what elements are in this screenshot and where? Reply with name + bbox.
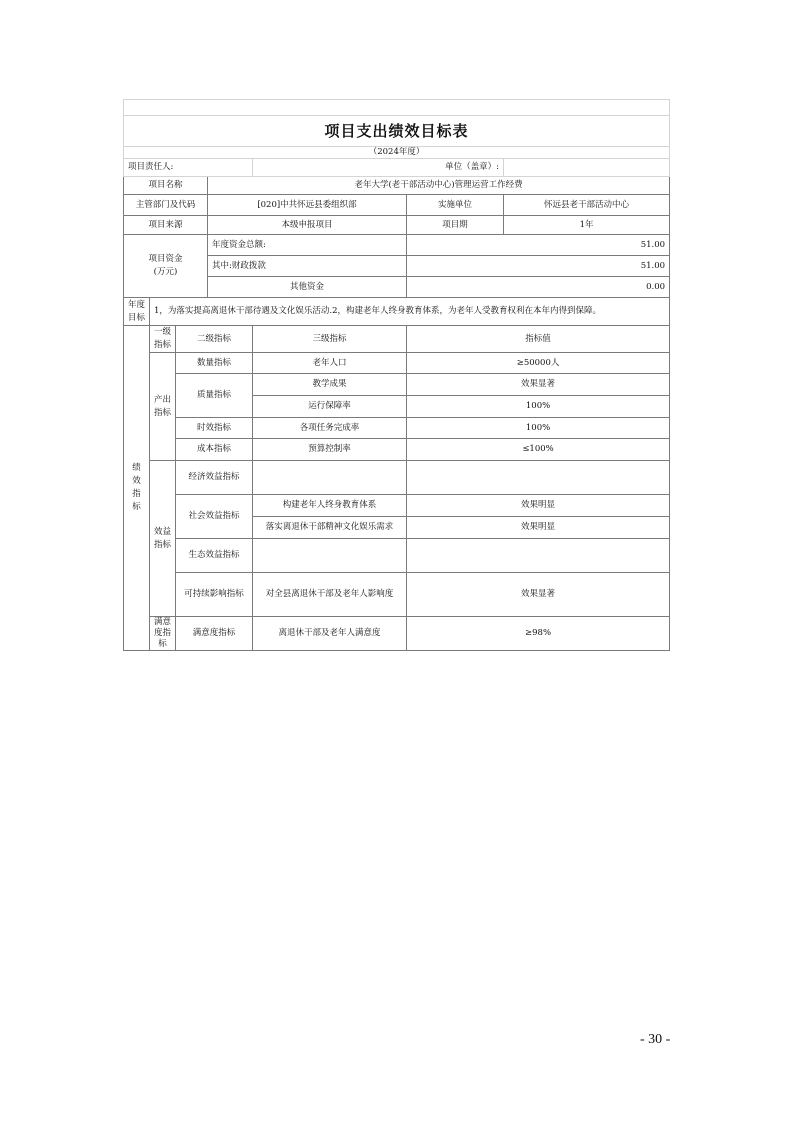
l3-ecological-benefit bbox=[253, 539, 407, 573]
performance-goal-table bbox=[123, 99, 670, 651]
project-name-value: 老年大学(老干部活动中心)管理运营工作经费 bbox=[208, 177, 670, 195]
value-teaching-results: 效果显著 bbox=[407, 374, 670, 396]
dept-value: [020]中共怀远县委组织部 bbox=[208, 195, 407, 216]
table-title: 项目支出绩效目标表 bbox=[124, 116, 670, 147]
funds-label: 项目资金 (万元) bbox=[124, 235, 208, 298]
impl-label: 实施单位 bbox=[407, 195, 504, 216]
l2-sustainable-impact: 可持续影响指标 bbox=[176, 573, 253, 617]
value-operation-guarantee: 100% bbox=[407, 396, 670, 418]
impl-value: 怀远县老干部活动中心 bbox=[504, 195, 670, 216]
value-header: 指标值 bbox=[407, 326, 670, 353]
level1-header: 一级 指标 bbox=[150, 326, 176, 353]
output-indicator-label: 产出 指标 bbox=[150, 353, 176, 461]
value-ecological-benefit bbox=[407, 539, 670, 573]
funds-other-label: 其他资金 bbox=[208, 277, 407, 298]
satisfaction-indicator-label: 满意 度指 标 bbox=[150, 617, 176, 651]
value-task-completion: 100% bbox=[407, 418, 670, 439]
performance-table-sheet bbox=[123, 99, 669, 651]
value-budget-control: ≤100% bbox=[407, 439, 670, 461]
value-cultural-needs: 效果明显 bbox=[407, 517, 670, 539]
value-county-impact: 效果显著 bbox=[407, 573, 670, 617]
funds-fiscal-label: 其中:财政拨款 bbox=[208, 256, 407, 277]
l3-county-impact: 对全县离退休干部及老年人影响度 bbox=[253, 573, 407, 617]
funds-total-value: 51.00 bbox=[407, 235, 670, 256]
l3-budget-control: 预算控制率 bbox=[253, 439, 407, 461]
l3-lifelong-education: 构建老年人终身教育体系 bbox=[253, 495, 407, 517]
level2-header: 二级指标 bbox=[176, 326, 253, 353]
annual-goal-text: 1，为落实提高离退休干部待遇及文化娱乐活动.2，构建老年人终身教育体系，为老年人受教育权利在本年内得到保障。 bbox=[150, 298, 670, 326]
source-label: 项目来源 bbox=[124, 216, 208, 235]
l3-teaching-results: 教学成果 bbox=[253, 374, 407, 396]
dept-label: 主管部门及代码 bbox=[124, 195, 208, 216]
l3-elderly-population: 老年人口 bbox=[253, 353, 407, 374]
benefit-indicator-label: 效益 指标 bbox=[150, 461, 176, 617]
l3-task-completion: 各项任务完成率 bbox=[253, 418, 407, 439]
l2-satisfaction: 满意度指标 bbox=[176, 617, 253, 651]
value-economic-benefit bbox=[407, 461, 670, 495]
period-value: 1年 bbox=[504, 216, 670, 235]
value-satisfaction: ≥98% bbox=[407, 617, 670, 651]
l2-quality: 质量指标 bbox=[176, 374, 253, 418]
l2-cost: 成本指标 bbox=[176, 439, 253, 461]
source-value: 本级申报项目 bbox=[208, 216, 407, 235]
funds-fiscal-value: 51.00 bbox=[407, 256, 670, 277]
annual-goal-label: 年度 目标 bbox=[124, 298, 150, 326]
unit-value bbox=[504, 159, 670, 177]
l3-operation-guarantee: 运行保障率 bbox=[253, 396, 407, 418]
l2-quantity: 数量指标 bbox=[176, 353, 253, 374]
l3-satisfaction: 离退休干部及老年人满意度 bbox=[253, 617, 407, 651]
l2-timeliness: 时效指标 bbox=[176, 418, 253, 439]
page-number: - 30 - bbox=[640, 1032, 671, 1047]
indicator-section-label: 绩 效 指 标 bbox=[124, 326, 150, 651]
l3-economic-benefit bbox=[253, 461, 407, 495]
l2-social-benefit: 社会效益指标 bbox=[176, 495, 253, 539]
value-elderly-population: ≥50000人 bbox=[407, 353, 670, 374]
level3-header: 三级指标 bbox=[253, 326, 407, 353]
l2-ecological-benefit: 生态效益指标 bbox=[176, 539, 253, 573]
table-year: （2024年度） bbox=[124, 147, 670, 159]
responsible-label: 项目责任人: bbox=[124, 159, 253, 177]
funds-total-label: 年度资金总额: bbox=[208, 235, 407, 256]
unit-label: 单位（盖章）: bbox=[253, 159, 504, 177]
funds-other-value: 0.00 bbox=[407, 277, 670, 298]
value-lifelong-education: 效果明显 bbox=[407, 495, 670, 517]
l3-cultural-needs: 落实离退休干部精神文化娱乐需求 bbox=[253, 517, 407, 539]
period-label: 项目期 bbox=[407, 216, 504, 235]
l2-economic-benefit: 经济效益指标 bbox=[176, 461, 253, 495]
project-name-label: 项目名称 bbox=[124, 177, 208, 195]
blank-top-row bbox=[124, 100, 670, 116]
